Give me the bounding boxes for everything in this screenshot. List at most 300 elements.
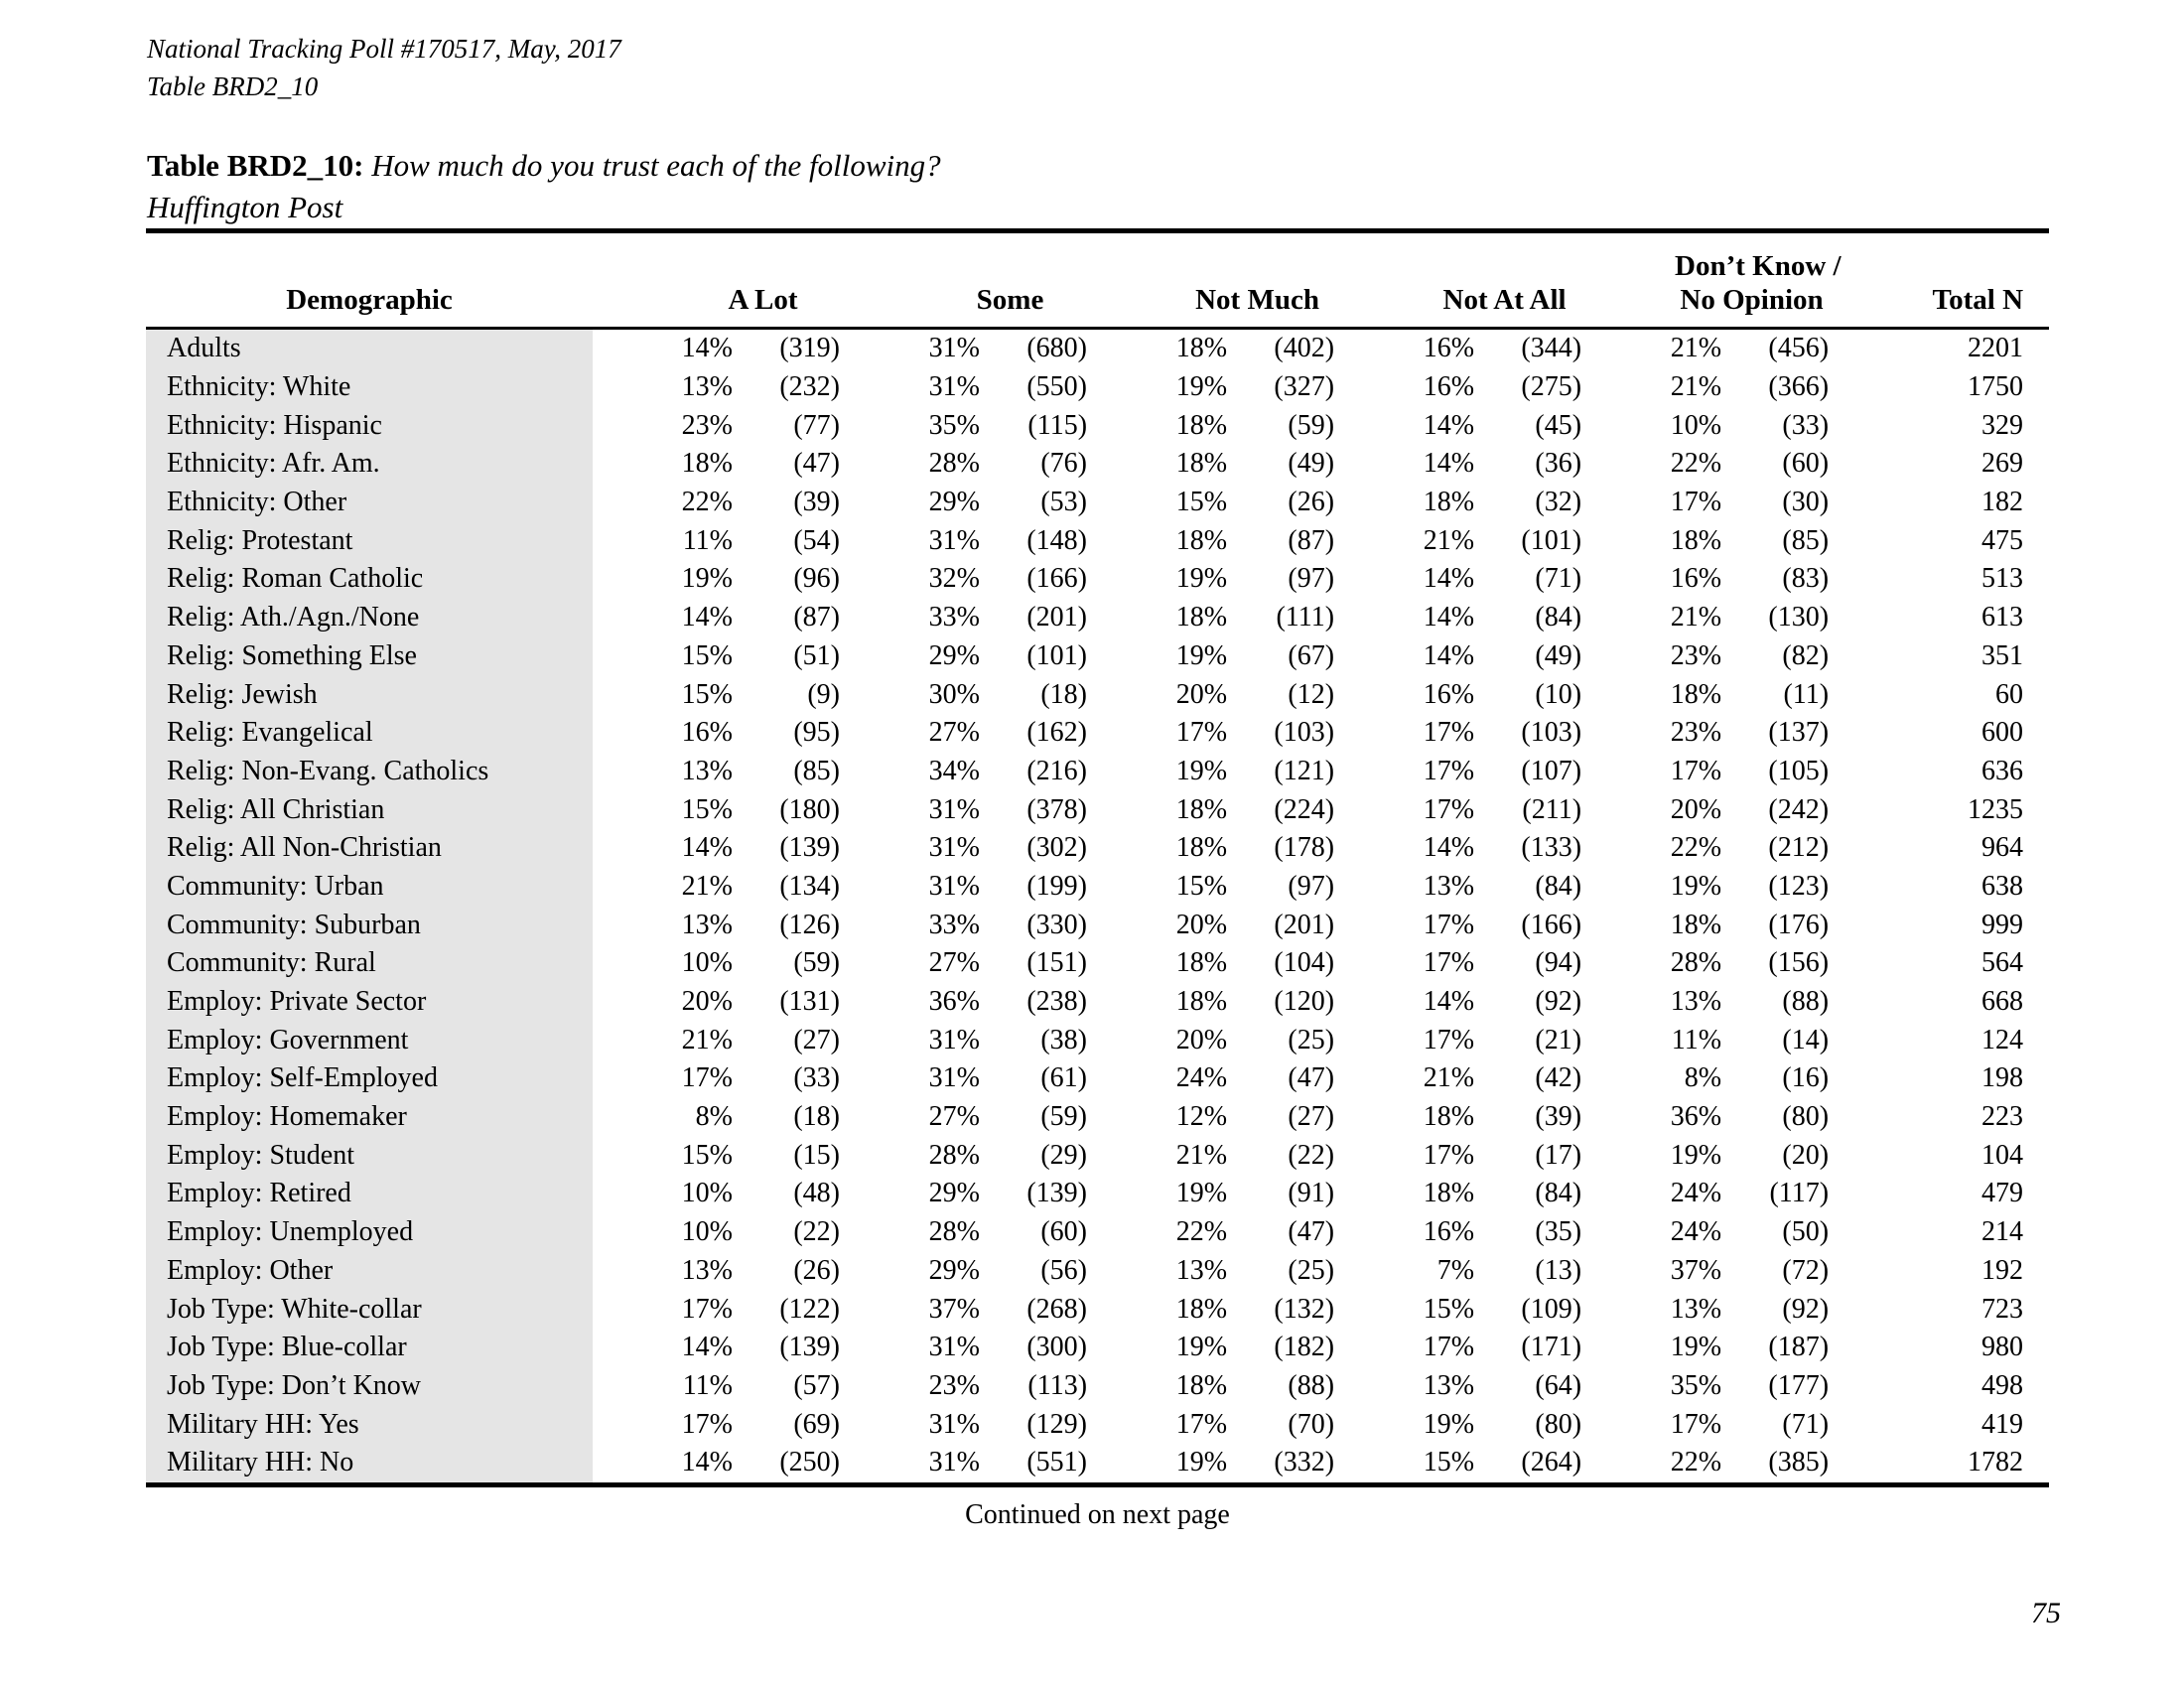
col-header-not-at-all: Not At All [1334,231,1581,329]
cell-not-much-count: (402) [1274,333,1335,364]
cell-some-count: (300) [1026,1332,1088,1363]
table-row [146,983,2049,1022]
cell-a-lot-count: (96) [793,563,840,595]
cell-total-n: 269 [1981,448,2024,480]
table-row [146,868,2049,907]
cell-not-much-count: (22) [1288,1139,1335,1171]
cell-a-lot-count: (122) [779,1293,840,1325]
cell-total-n: 60 [1995,678,2024,710]
cell-dont-know-pct: 37% [1670,1254,1722,1286]
cell-dont-know-pct: 19% [1670,1332,1722,1363]
table-subtitle: Huffington Post [147,190,343,224]
cell-not-at-all-pct: 14% [1423,602,1475,633]
table-row [146,1367,2049,1406]
cell-not-at-all-pct: 14% [1423,563,1475,595]
cell-some-pct: 31% [928,1024,980,1055]
cell-dont-know-pct: 17% [1670,1408,1722,1440]
row-label: Adults [146,329,593,368]
cell-total-n: 104 [1981,1139,2024,1171]
row-label: Community: Urban [146,868,593,907]
col-header-dont-know [1581,231,1842,329]
cell-dont-know-count: (33) [1782,409,1830,441]
cell-a-lot-count: (69) [793,1408,840,1440]
cell-dont-know-count: (14) [1782,1024,1830,1055]
cell-a-lot-count: (18) [793,1101,840,1133]
cell-a-lot-pct: 15% [681,678,733,710]
document-meta [147,30,621,105]
cell-some-pct: 28% [928,448,980,480]
cell-dont-know-count: (83) [1782,563,1830,595]
cell-some-pct: 31% [928,793,980,825]
cell-not-much-pct: 15% [1175,870,1228,902]
cell-some-pct: 33% [928,602,980,633]
cell-dont-know-pct: 21% [1670,371,1722,403]
cell-dont-know-pct: 35% [1670,1369,1722,1401]
cell-a-lot-count: (180) [779,793,840,825]
cell-dont-know-count: (177) [1768,1369,1830,1401]
cell-not-at-all-count: (71) [1535,563,1582,595]
cell-not-at-all-pct: 17% [1423,1332,1475,1363]
cell-a-lot-count: (9) [807,678,840,710]
cell-dont-know-count: (456) [1768,333,1830,364]
cell-not-much-pct: 18% [1175,448,1228,480]
cell-not-much-count: (327) [1274,371,1335,403]
cell-not-much-count: (332) [1274,1447,1335,1478]
cell-a-lot-count: (134) [779,870,840,902]
cell-not-at-all-count: (84) [1535,602,1582,633]
cell-not-much-pct: 15% [1175,487,1228,518]
cell-not-much-pct: 19% [1175,371,1228,403]
cell-not-at-all-count: (42) [1535,1062,1582,1094]
cell-a-lot-count: (131) [779,986,840,1018]
cell-some-count: (59) [1040,1101,1088,1133]
cell-dont-know-pct: 18% [1670,678,1722,710]
cell-not-at-all-count: (275) [1521,371,1582,403]
cell-a-lot-pct: 17% [681,1408,733,1440]
cell-some-count: (680) [1026,333,1088,364]
cell-dont-know-pct: 16% [1670,563,1722,595]
cell-a-lot-count: (22) [793,1216,840,1248]
cell-not-much-pct: 20% [1175,909,1228,940]
cell-dont-know-count: (82) [1782,639,1830,671]
cell-some-count: (29) [1040,1139,1088,1171]
cell-total-n: 600 [1981,717,2024,749]
table-row [146,1444,2049,1484]
cell-dont-know-count: (156) [1768,947,1830,979]
cell-dont-know-pct: 10% [1670,409,1722,441]
cell-a-lot-pct: 15% [681,639,733,671]
cell-total-n: 1235 [1968,793,2024,825]
cell-dont-know-pct: 22% [1670,832,1722,864]
cell-a-lot-count: (95) [793,717,840,749]
cell-not-at-all-count: (264) [1521,1447,1582,1478]
cell-not-at-all-pct: 13% [1423,1369,1475,1401]
col-header-demographic: Demographic [146,231,593,329]
cell-not-at-all-pct: 21% [1423,1062,1475,1094]
table-row [146,445,2049,484]
row-label: Job Type: Blue-collar [146,1329,593,1367]
table-row [146,829,2049,868]
cell-not-at-all-pct: 14% [1423,409,1475,441]
cell-dont-know-pct: 23% [1670,717,1722,749]
cell-not-much-count: (47) [1288,1062,1335,1094]
cell-not-at-all-pct: 18% [1423,1178,1475,1209]
cell-dont-know-pct: 20% [1670,793,1722,825]
cell-not-at-all-count: (32) [1535,487,1582,518]
cell-some-count: (378) [1026,793,1088,825]
cell-total-n: 636 [1981,755,2024,786]
cell-not-at-all-count: (344) [1521,333,1582,364]
cell-dont-know-count: (88) [1782,986,1830,1018]
table-row [146,1021,2049,1059]
table-title-label: Table BRD2_10: [147,148,364,183]
cell-not-much-pct: 18% [1175,947,1228,979]
cell-dont-know-count: (60) [1782,448,1830,480]
cell-not-much-count: (26) [1288,487,1335,518]
cell-a-lot-count: (319) [779,333,840,364]
cell-a-lot-pct: 17% [681,1293,733,1325]
cell-a-lot-pct: 13% [681,371,733,403]
cell-not-at-all-pct: 16% [1423,333,1475,364]
row-label: Relig: Roman Catholic [146,560,593,599]
cell-not-at-all-pct: 7% [1436,1254,1475,1286]
cell-total-n: 419 [1981,1408,2024,1440]
cell-a-lot-pct: 15% [681,1139,733,1171]
cell-not-at-all-pct: 17% [1423,1139,1475,1171]
row-label: Employ: Other [146,1252,593,1291]
cell-some-count: (238) [1026,986,1088,1018]
cell-some-pct: 31% [928,371,980,403]
cell-not-much-count: (182) [1274,1332,1335,1363]
cell-not-much-pct: 20% [1175,678,1228,710]
row-label: Ethnicity: Hispanic [146,406,593,445]
cell-dont-know-count: (176) [1768,909,1830,940]
table-row [146,406,2049,445]
row-label: Employ: Private Sector [146,983,593,1022]
cell-not-at-all-pct: 14% [1423,986,1475,1018]
row-label: Relig: Non-Evang. Catholics [146,753,593,791]
cell-some-pct: 27% [928,947,980,979]
cell-not-at-all-pct: 18% [1423,487,1475,518]
cell-dont-know-count: (92) [1782,1293,1830,1325]
col-header-dont-know-line1: Don’t Know / [1675,250,1842,282]
cell-not-much-count: (49) [1288,448,1335,480]
cell-dont-know-pct: 18% [1670,909,1722,940]
cell-some-count: (550) [1026,371,1088,403]
cell-not-much-count: (201) [1274,909,1335,940]
cell-not-at-all-count: (133) [1521,832,1582,864]
cell-a-lot-pct: 23% [681,409,733,441]
row-label: Community: Rural [146,944,593,983]
cell-a-lot-count: (139) [779,1332,840,1363]
cell-not-at-all-pct: 14% [1423,832,1475,864]
cell-not-much-count: (67) [1288,639,1335,671]
cell-total-n: 214 [1981,1216,2024,1248]
cell-total-n: 2201 [1968,333,2024,364]
continued-note: Continued on next page [965,1498,1230,1530]
row-label: Military HH: No [146,1444,593,1484]
row-label: Employ: Student [146,1136,593,1175]
cell-not-at-all-pct: 18% [1423,1101,1475,1133]
cell-not-much-count: (25) [1288,1024,1335,1055]
cell-some-count: (101) [1026,639,1088,671]
cell-not-at-all-count: (10) [1535,678,1582,710]
cell-not-much-pct: 19% [1175,1178,1228,1209]
cell-a-lot-pct: 14% [681,602,733,633]
cell-a-lot-pct: 20% [681,986,733,1018]
row-label: Ethnicity: Afr. Am. [146,445,593,484]
table-title [147,145,941,187]
col-header-dont-know-line2: No Opinion [1680,284,1824,316]
cell-not-much-pct: 12% [1175,1101,1228,1133]
cell-not-much-pct: 18% [1175,1369,1228,1401]
cell-dont-know-count: (212) [1768,832,1830,864]
cell-total-n: 668 [1981,986,2024,1018]
table-row [146,1059,2049,1098]
cell-dont-know-count: (71) [1782,1408,1830,1440]
cell-a-lot-count: (54) [793,524,840,556]
cell-not-much-count: (87) [1288,524,1335,556]
cell-not-at-all-count: (84) [1535,1178,1582,1209]
cell-some-pct: 31% [928,333,980,364]
cell-total-n: 182 [1981,487,2024,518]
table-header-row [146,231,2049,329]
cell-not-at-all-pct: 17% [1423,793,1475,825]
cell-a-lot-count: (57) [793,1369,840,1401]
cell-a-lot-count: (33) [793,1062,840,1094]
cell-dont-know-count: (72) [1782,1254,1830,1286]
row-label: Military HH: Yes [146,1405,593,1444]
cell-a-lot-pct: 14% [681,1332,733,1363]
cell-not-much-pct: 18% [1175,986,1228,1018]
cell-not-at-all-pct: 15% [1423,1447,1475,1478]
cell-not-much-pct: 17% [1175,1408,1228,1440]
cell-not-much-pct: 18% [1175,409,1228,441]
cell-some-pct: 27% [928,1101,980,1133]
col-header-some: Some [840,231,1087,329]
cell-some-pct: 30% [928,678,980,710]
cell-dont-know-pct: 24% [1670,1216,1722,1248]
row-label: Relig: Jewish [146,675,593,714]
cell-total-n: 192 [1981,1254,2024,1286]
table-row [146,753,2049,791]
cell-dont-know-count: (11) [1783,678,1830,710]
cell-dont-know-pct: 21% [1670,333,1722,364]
cell-total-n: 475 [1981,524,2024,556]
cell-not-at-all-count: (35) [1535,1216,1582,1248]
cell-dont-know-count: (123) [1768,870,1830,902]
table-row [146,521,2049,560]
cell-not-much-pct: 22% [1175,1216,1228,1248]
table-row [146,329,2049,368]
cell-some-pct: 33% [928,909,980,940]
cell-not-much-count: (59) [1288,409,1335,441]
cell-some-pct: 28% [928,1216,980,1248]
cell-some-pct: 27% [928,717,980,749]
cell-dont-know-count: (130) [1768,602,1830,633]
cell-dont-know-pct: 19% [1670,1139,1722,1171]
cell-not-much-pct: 19% [1175,1332,1228,1363]
title-block [147,145,941,228]
cell-a-lot-count: (59) [793,947,840,979]
cell-some-count: (302) [1026,832,1088,864]
poll-table [146,228,2049,1487]
cell-not-at-all-count: (80) [1535,1408,1582,1440]
cell-not-at-all-count: (92) [1535,986,1582,1018]
cell-a-lot-pct: 21% [681,1024,733,1055]
cell-a-lot-pct: 13% [681,1254,733,1286]
cell-not-at-all-pct: 17% [1423,947,1475,979]
cell-dont-know-pct: 21% [1670,602,1722,633]
cell-a-lot-pct: 17% [681,1062,733,1094]
table-row [146,944,2049,983]
table-body [146,329,2049,1485]
cell-some-count: (330) [1026,909,1088,940]
cell-not-much-count: (111) [1276,602,1335,633]
cell-not-much-pct: 18% [1175,1293,1228,1325]
cell-dont-know-count: (20) [1782,1139,1830,1171]
cell-total-n: 498 [1981,1369,2024,1401]
cell-some-pct: 31% [928,870,980,902]
cell-not-at-all-count: (36) [1535,448,1582,480]
cell-a-lot-count: (51) [793,639,840,671]
cell-total-n: 198 [1981,1062,2024,1094]
table-row [146,637,2049,676]
cell-dont-know-count: (80) [1782,1101,1830,1133]
cell-some-pct: 29% [928,639,980,671]
cell-some-pct: 34% [928,755,980,786]
cell-not-at-all-count: (107) [1521,755,1582,786]
cell-total-n: 124 [1981,1024,2024,1055]
cell-total-n: 638 [1981,870,2024,902]
cell-some-pct: 31% [928,1408,980,1440]
cell-not-at-all-pct: 17% [1423,755,1475,786]
cell-not-much-count: (27) [1288,1101,1335,1133]
cell-some-count: (38) [1040,1024,1088,1055]
row-label: Job Type: Don’t Know [146,1367,593,1406]
table-row [146,1213,2049,1252]
cell-total-n: 351 [1981,639,2024,671]
cell-dont-know-count: (187) [1768,1332,1830,1363]
cell-a-lot-count: (232) [779,371,840,403]
cell-not-at-all-pct: 15% [1423,1293,1475,1325]
cell-not-much-count: (70) [1288,1408,1335,1440]
cell-not-much-pct: 19% [1175,639,1228,671]
cell-some-pct: 31% [928,832,980,864]
cell-not-much-count: (224) [1274,793,1335,825]
cell-not-much-count: (25) [1288,1254,1335,1286]
row-label: Relig: All Non-Christian [146,829,593,868]
col-header-total-n: Total N [1829,231,2049,329]
cell-some-count: (61) [1040,1062,1088,1094]
cell-not-much-pct: 20% [1175,1024,1228,1055]
row-label: Employ: Unemployed [146,1213,593,1252]
cell-a-lot-count: (27) [793,1024,840,1055]
cell-not-much-pct: 18% [1175,524,1228,556]
cell-some-count: (139) [1026,1178,1088,1209]
cell-some-count: (551) [1026,1447,1088,1478]
col-header-not-much: Not Much [1087,231,1334,329]
row-label: Job Type: White-collar [146,1290,593,1329]
table-row [146,484,2049,522]
cell-not-at-all-pct: 17% [1423,909,1475,940]
table-row [146,1098,2049,1137]
row-label: Employ: Retired [146,1175,593,1213]
cell-some-count: (216) [1026,755,1088,786]
cell-not-at-all-pct: 19% [1423,1408,1475,1440]
row-label: Relig: Ath./Agn./None [146,599,593,637]
row-label: Ethnicity: White [146,368,593,407]
cell-not-at-all-count: (103) [1521,717,1582,749]
cell-some-pct: 29% [928,1254,980,1286]
cell-total-n: 513 [1981,563,2024,595]
cell-dont-know-count: (50) [1782,1216,1830,1248]
cell-dont-know-count: (117) [1769,1178,1830,1209]
cell-dont-know-count: (105) [1768,755,1830,786]
cell-a-lot-count: (139) [779,832,840,864]
cell-a-lot-pct: 10% [681,947,733,979]
cell-some-pct: 31% [928,1062,980,1094]
cell-some-pct: 31% [928,1332,980,1363]
cell-not-much-pct: 21% [1175,1139,1228,1171]
cell-not-much-count: (12) [1288,678,1335,710]
cell-a-lot-count: (39) [793,487,840,518]
cell-not-much-pct: 19% [1175,755,1228,786]
cell-some-count: (115) [1027,409,1088,441]
cell-some-count: (148) [1026,524,1088,556]
cell-some-pct: 36% [928,986,980,1018]
cell-total-n: 613 [1981,602,2024,633]
cell-dont-know-pct: 18% [1670,524,1722,556]
cell-dont-know-count: (16) [1782,1062,1830,1094]
cell-some-count: (60) [1040,1216,1088,1248]
cell-not-at-all-pct: 14% [1423,448,1475,480]
cell-not-at-all-count: (49) [1535,639,1582,671]
cell-dont-know-count: (137) [1768,717,1830,749]
cell-dont-know-count: (30) [1782,487,1830,518]
cell-not-at-all-count: (211) [1522,793,1582,825]
cell-total-n: 564 [1981,947,2024,979]
cell-dont-know-pct: 28% [1670,947,1722,979]
cell-not-much-pct: 19% [1175,1447,1228,1478]
cell-not-much-pct: 18% [1175,793,1228,825]
cell-dont-know-count: (85) [1782,524,1830,556]
cell-not-much-count: (120) [1274,986,1335,1018]
cell-total-n: 1782 [1968,1447,2024,1478]
cell-not-at-all-count: (64) [1535,1369,1582,1401]
cell-not-much-pct: 18% [1175,333,1228,364]
cell-not-at-all-pct: 16% [1423,371,1475,403]
cell-not-at-all-pct: 16% [1423,678,1475,710]
cell-not-at-all-pct: 21% [1423,524,1475,556]
cell-not-much-count: (121) [1274,755,1335,786]
cell-some-count: (56) [1040,1254,1088,1286]
cell-dont-know-pct: 24% [1670,1178,1722,1209]
cell-a-lot-count: (15) [793,1139,840,1171]
row-label: Employ: Government [146,1021,593,1059]
cell-some-pct: 35% [928,409,980,441]
table-title-question: How much do you trust each of the following? [371,148,941,183]
cell-not-much-count: (132) [1274,1293,1335,1325]
table-reference-line: Table BRD2_10 [147,71,319,101]
cell-some-count: (162) [1026,717,1088,749]
cell-not-at-all-pct: 17% [1423,717,1475,749]
row-label: Ethnicity: Other [146,484,593,522]
cell-not-at-all-count: (94) [1535,947,1582,979]
cell-some-count: (129) [1026,1408,1088,1440]
cell-not-at-all-count: (84) [1535,870,1582,902]
table-row [146,790,2049,829]
